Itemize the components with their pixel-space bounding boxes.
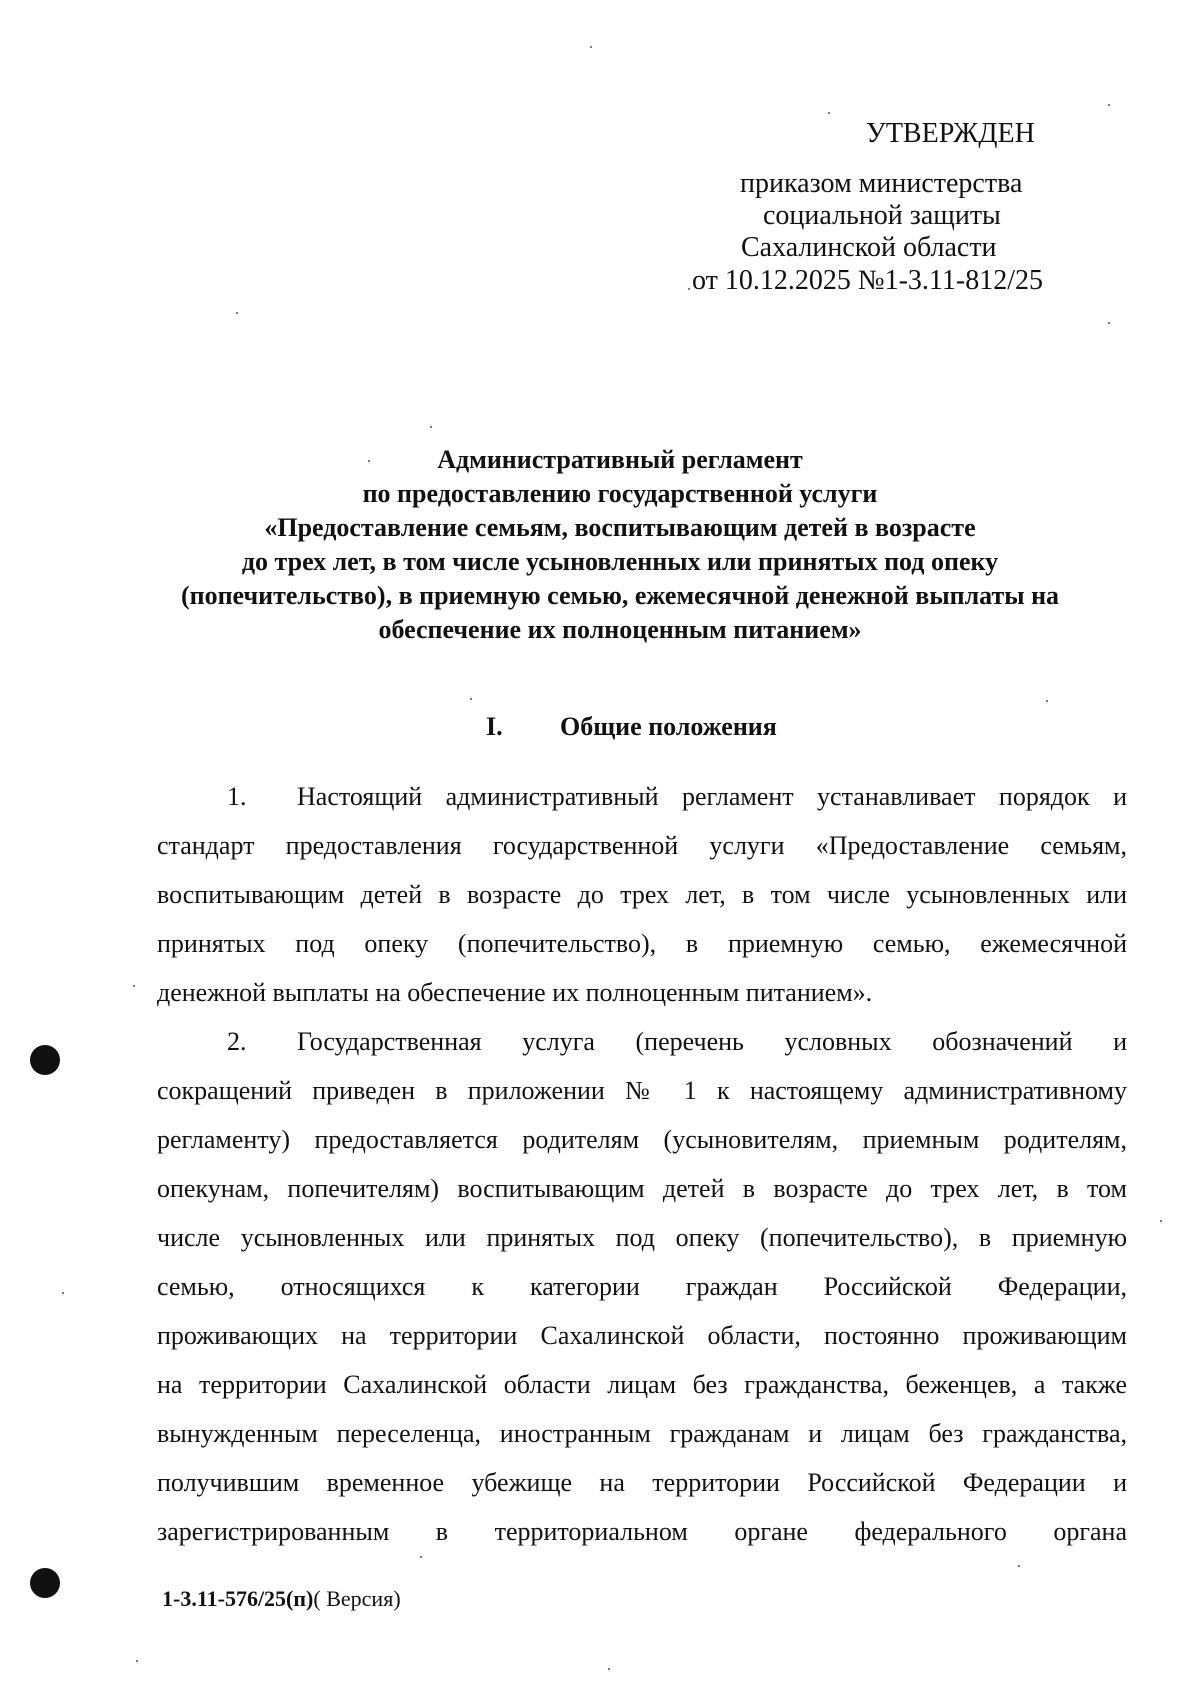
paragraph-line: опекунам, попечителям) воспитывающим детей в возрасте до трех лет, в том (157, 1174, 1127, 1203)
scan-speck (608, 1668, 610, 1670)
scan-speck (1160, 1220, 1162, 1222)
paragraph-number: 1. (227, 782, 247, 811)
section-title: Общие положения (560, 712, 777, 741)
paragraph-number: 2. (227, 1027, 247, 1056)
footer-version-label: ( Версия) (313, 1586, 401, 1611)
paragraph-line: проживающих на территории Сахалинской области, постоянно проживающим (157, 1321, 1127, 1350)
paragraph-line: зарегистрированным в территориальном органе федерального органа (157, 1517, 1127, 1546)
document-title (120, 443, 1120, 647)
paragraph-line: получившим временное убежище на территории Российской Федерации и (157, 1468, 1127, 1497)
approval-line: социальной защиты (763, 200, 1001, 231)
scan-speck (1018, 1565, 1020, 1567)
scan-speck (688, 288, 690, 290)
scan-speck (136, 1660, 138, 1662)
approval-line: приказом министерства (740, 168, 1023, 199)
body-text (157, 772, 1127, 1556)
title-line: обеспечение их полноценным питанием» (378, 615, 862, 644)
approval-heading: УТВЕРЖДЕН (866, 118, 1035, 149)
punch-hole-upper (30, 1045, 60, 1075)
paragraph-line: регламенту) предоставляется родителям (усыновителям, приемным родителям, (157, 1125, 1127, 1154)
approval-line: Сахалинской области (741, 232, 997, 263)
title-line: по предоставлению государственной услуги (362, 479, 878, 508)
paragraph-line: денежной выплаты на обеспечение их полноценным питанием». (157, 978, 873, 1007)
scan-speck (590, 46, 592, 48)
scan-speck (470, 698, 472, 700)
title-line: до трех лет, в том числе усыновленных или принятых под опеку (241, 547, 999, 576)
paragraph-line: на территории Сахалинской области лицам без гражданства, беженцев, а также (157, 1370, 1127, 1399)
paragraph-line: стандарт предоставления государственной услуги «Предоставление семьям, (157, 831, 1127, 860)
scan-speck (1108, 104, 1110, 106)
scan-speck (828, 112, 830, 114)
paragraph-line: Государственная услуга (перечень условных обозначений и (297, 1027, 1127, 1056)
paragraph-line: Настоящий административный регламент устанавливает порядок и (297, 782, 1127, 811)
scan-speck (1108, 322, 1110, 324)
scan-speck (430, 426, 432, 428)
title-line: «Предоставление семьям, воспитывающим детей в возрасте (264, 513, 976, 542)
title-line: Административный регламент (437, 445, 803, 474)
approval-line: от 10.12.2025 №1-3.11-812/25 (692, 265, 1043, 296)
paragraph-line: сокращений приведен в приложении № 1 к настоящему административному (157, 1076, 1127, 1105)
section-number: I. (486, 712, 503, 741)
scan-speck (368, 460, 370, 462)
paragraph-line: воспитывающим детей в возрасте до трех лет, в том числе усыновленных или (157, 880, 1127, 909)
scan-speck (62, 1292, 64, 1294)
paragraph-line: принятых под опеку (попечительство), в приемную семью, ежемесячной (157, 929, 1127, 958)
paragraph-line: семью, относящихся к категории граждан Российской Федерации, (157, 1272, 1127, 1301)
footer-code: 1-3.11-576/25(п) (162, 1586, 314, 1611)
footer-version (162, 1586, 401, 1612)
paragraph-2 (157, 1017, 1127, 1556)
punch-hole-lower (30, 1568, 60, 1598)
paragraph-line: вынужденным переселенца, иностранным гражданам и лицам без гражданства, (157, 1419, 1127, 1448)
paragraph-1 (157, 772, 1127, 1017)
scan-speck (133, 985, 135, 987)
scan-speck (420, 1556, 422, 1558)
scan-speck (1046, 700, 1048, 702)
paragraph-line: числе усыновленных или принятых под опеку (попечительство), в приемную (157, 1223, 1127, 1252)
scan-speck (236, 312, 238, 314)
title-line: (попечительство), в приемную семью, ежемесячной денежной выплаты на (180, 581, 1060, 610)
